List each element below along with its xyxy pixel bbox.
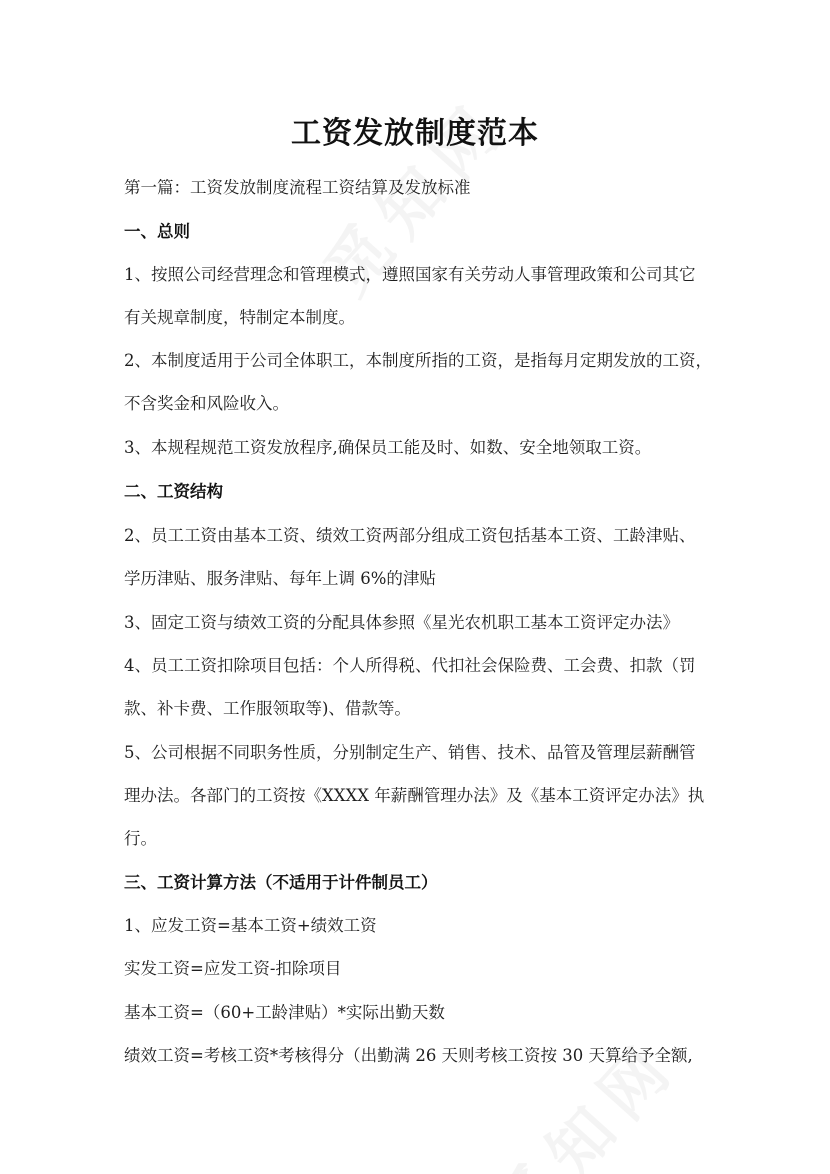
section-heading: 三、工资计算方法（不适用于计件制员工） xyxy=(124,873,438,892)
paragraph-line: 学历津贴、服务津贴、每年上调 6%的津贴 xyxy=(124,569,436,588)
section-heading: 一、总则 xyxy=(124,222,190,241)
paragraph-line: 第一篇：工资发放制度流程工资结算及发放标准 xyxy=(124,178,471,197)
document-title: 工资发放制度范本 xyxy=(291,116,539,151)
paragraph-line: 3、固定工资与绩效工资的分配具体参照《星光农机职工基本工资评定办法》 xyxy=(124,613,679,632)
watermark xyxy=(470,1016,695,1174)
paragraph-line: 款、补卡费、工作服领取等)、借款等。 xyxy=(124,699,411,718)
paragraph-line: 不含奖金和风险收入。 xyxy=(124,394,289,413)
paragraph-line: 绩效工资=考核工资*考核得分（出勤满 26 天则考核工资按 30 天算给予全额, xyxy=(124,1046,693,1065)
paragraph-line: 1、应发工资=基本工资+绩效工资 xyxy=(124,916,377,935)
paragraph-line: 2、本制度适用于公司全体职工，本制度所指的工资，是指每月定期发放的工资， xyxy=(124,351,712,370)
paragraph-line: 4、员工工资扣除项目包括：个人所得税、代扣社会保险费、工会费、扣款（罚 xyxy=(124,656,696,675)
paragraph-line: 实发工资=应发工资-扣除项目 xyxy=(124,959,342,978)
paragraph-line: 5、公司根据不同职务性质，分别制定生产、销售、技术、品管及管理层薪酬管 xyxy=(124,743,696,762)
paragraph-line: 1、按照公司经营理念和管理模式，遵照国家有关劳动人事管理政策和公司其它 xyxy=(124,265,696,284)
paragraph-line: 3、本规程规范工资发放程序,确保员工能及时、如数、安全地领取工资。 xyxy=(124,438,652,457)
paragraph-line: 2、员工工资由基本工资、绩效工资两部分组成工资包括基本工资、工龄津贴、 xyxy=(124,526,696,545)
paragraph-line: 有关规章制度，特制定本制度。 xyxy=(124,308,355,327)
paragraph-line: 理办法。各部门的工资按《XXXX 年薪酬管理办法》及《基本工资评定办法》执 xyxy=(124,786,705,805)
section-heading: 二、工资结构 xyxy=(124,482,223,501)
paragraph-line: 行。 xyxy=(124,829,157,848)
paragraph-line: 基本工资=（60+工龄津贴）*实际出勤天数 xyxy=(124,1003,445,1022)
